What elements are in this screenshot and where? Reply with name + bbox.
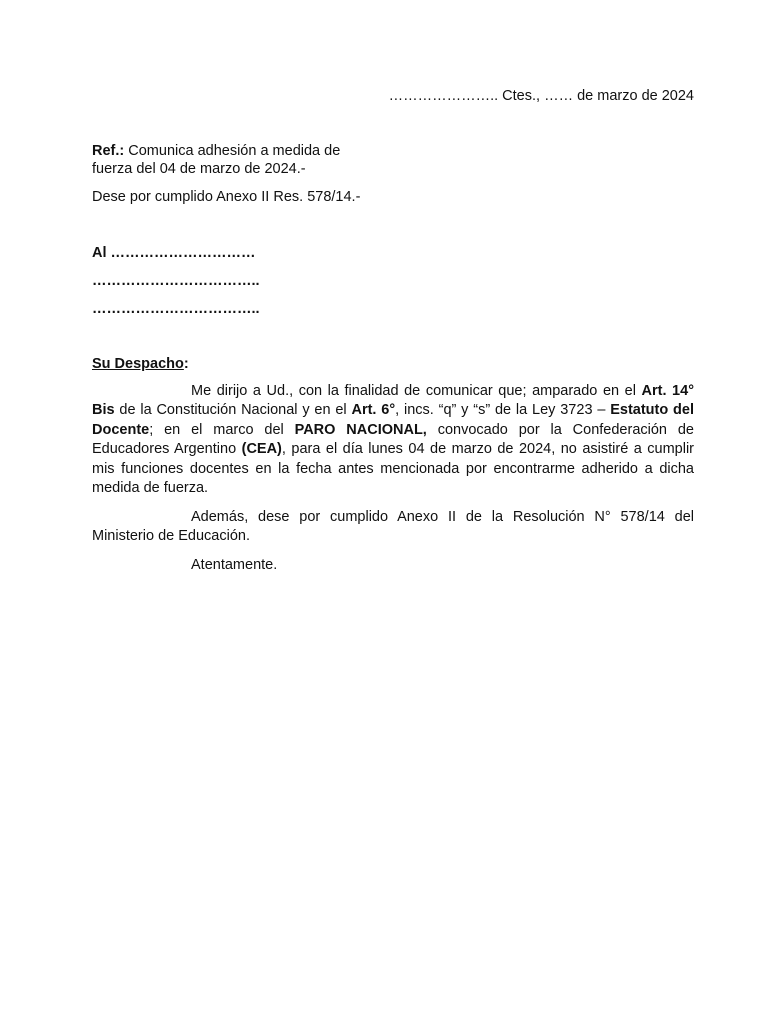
reference-block [92,142,372,178]
statute-reference: Estatuto del Docente [92,402,694,438]
body-paragraph-2 [92,508,694,547]
reference-text: Comunica adhesión a medida de fuerza del 04 de marzo de 2024.- [92,143,341,177]
addressee-line-1: Al ………………………… [92,245,256,261]
body-paragraph-1 [92,382,694,498]
strike-name: PARO NACIONAL, [294,421,427,438]
addressee-line-3: …………………………….. [92,301,260,317]
article-reference: Art. 14° Bis [92,383,694,419]
salutation [92,355,189,373]
body-text-segment: Además, dese por cumplido Anexo II de la Resolución N° 578/14 del Ministerio de Educación. [92,509,694,545]
reference-label: Ref.: [92,143,125,159]
closing-paragraph [92,556,694,575]
article-reference: Art. 6° [351,402,396,419]
annex-note: Dese por cumplido Anexo II Res. 578/14.- [92,189,361,205]
date-line: ………………….. Ctes., …… de marzo de 2024 [388,88,694,104]
body-text-segment: convocado por la Confederación de Educadores Argentino [92,421,694,458]
closing-text: Atentamente. [191,557,278,573]
body-text-segment: de la Constitución Nacional y en el [114,402,352,419]
salutation-label: Su Despacho [92,356,184,372]
body-text-segment: ; en el marco del [149,421,295,438]
organization-acronym: (CEA) [241,441,282,458]
addressee-line-2: …………………………….. [92,273,260,289]
body-text-segment: , incs. “q” y “s” de la Ley 3723 – [395,402,611,419]
body-text-segment: , para el día lunes 04 de marzo de 2024, no asistiré a cumplir mis funciones docentes en la fecha antes mencionada por encontrarme adherido a dicha medida de fuerza. [92,441,694,497]
body-text-segment: Me dirijo a Ud., con la finalidad de comunicar que; amparado en el [191,383,642,399]
salutation-colon: : [183,356,189,372]
